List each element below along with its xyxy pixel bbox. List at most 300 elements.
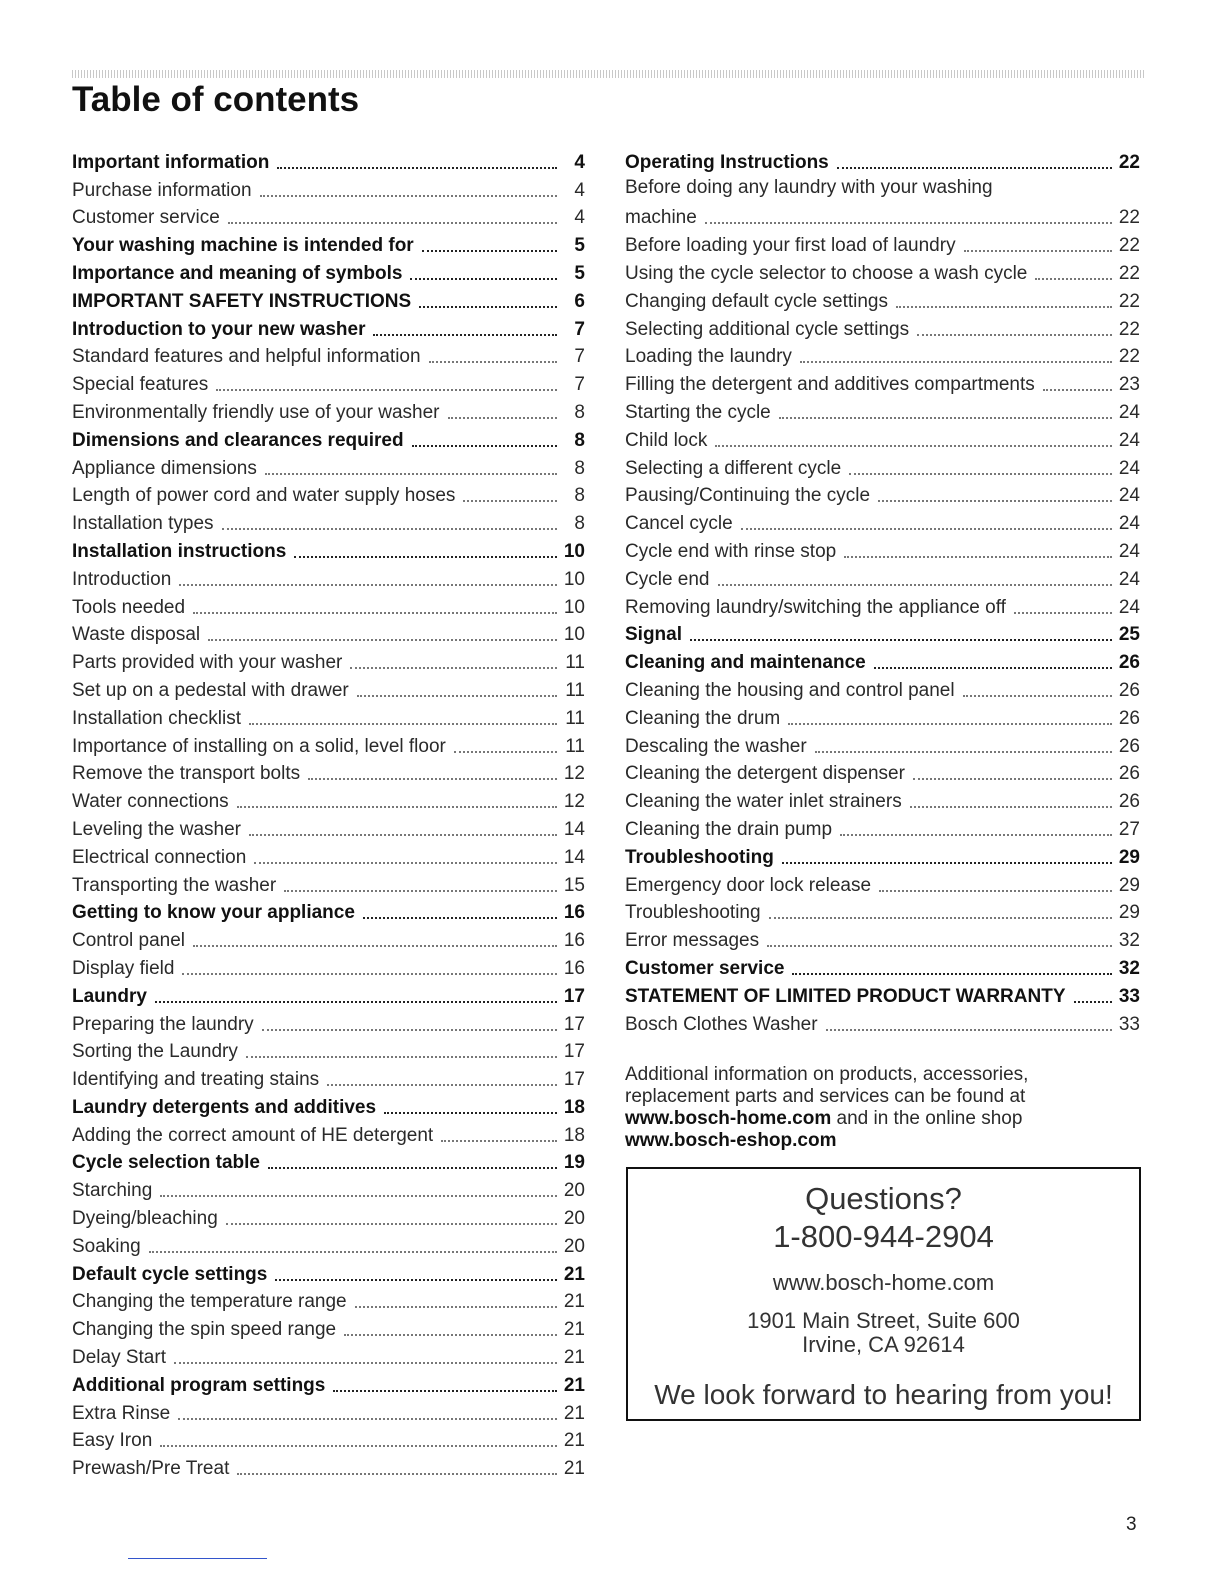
toc-entry-page: 10 — [563, 568, 585, 590]
dot-leader — [690, 639, 1112, 641]
toc-entry-page: 4 — [574, 151, 585, 173]
additional-info — [625, 1064, 1140, 1152]
toc-entry-page: 21 — [563, 1319, 585, 1341]
toc-entry-label: Cleaning the drain pump — [625, 818, 833, 840]
dot-leader — [792, 973, 1112, 975]
toc-entry-label: Electrical connection — [72, 846, 247, 868]
toc-entry-label: Cleaning the housing and control panel — [625, 679, 955, 701]
contact-box — [626, 1167, 1141, 1421]
dot-leader — [1014, 612, 1112, 614]
toc-entry-label: Length of power cord and water supply hoses — [72, 485, 456, 507]
toc-entry-page: 7 — [574, 374, 585, 396]
dot-leader — [410, 278, 557, 280]
toc-entry[interactable] — [72, 619, 585, 647]
dot-leader — [249, 834, 557, 836]
toc-entry-label: Changing the temperature range — [72, 1291, 347, 1313]
bosch-home-link[interactable]: www.bosch-home.com — [625, 1108, 832, 1129]
toc-entry-page: 10 — [563, 624, 585, 646]
dot-leader — [208, 639, 557, 641]
toc-entry[interactable] — [72, 869, 585, 897]
toc-entry-label: Purchase information — [72, 179, 252, 201]
toc-entry[interactable] — [72, 1202, 585, 1230]
toc-entry[interactable] — [625, 563, 1140, 591]
toc-entry-page: 15 — [563, 874, 585, 896]
toc-entry-page: 19 — [563, 1152, 585, 1174]
toc-entry[interactable] — [72, 1341, 585, 1369]
toc-entry-page: 27 — [1118, 818, 1140, 840]
toc-entry-page: 11 — [565, 679, 585, 701]
toc-entry-page: 11 — [565, 652, 585, 674]
toc-entry-page: 5 — [574, 235, 585, 257]
toc-entry[interactable] — [72, 1063, 585, 1091]
dot-leader — [741, 528, 1112, 530]
toc-entry[interactable] — [72, 1230, 585, 1258]
toc-entry-page: 14 — [563, 846, 585, 868]
toc-entry-page: 8 — [574, 457, 585, 479]
toc-entry-page: 26 — [1118, 735, 1140, 757]
dot-leader — [277, 167, 557, 169]
toc-entry-label: Introduction to your new washer — [72, 318, 366, 340]
toc-entry[interactable] — [72, 452, 585, 480]
toc-entry-page: 21 — [563, 1347, 585, 1369]
toc-section-entry[interactable] — [625, 841, 1140, 869]
toc-entry-label: Selecting additional cycle settings — [625, 318, 910, 340]
toc-entry-page: 16 — [563, 902, 585, 924]
toc-section-entry[interactable] — [72, 897, 585, 925]
toc-entry-label: Importance and meaning of symbols — [72, 262, 403, 284]
toc-section-entry[interactable] — [625, 980, 1140, 1008]
toc-entry-label: Troubleshooting — [625, 846, 774, 868]
toc-entry-label: Remove the transport bolts — [72, 763, 301, 785]
toc-entry-label: Error messages — [625, 930, 760, 952]
toc-entry-page: 24 — [1118, 401, 1140, 423]
toc-entry[interactable] — [72, 813, 585, 841]
dot-leader — [779, 417, 1112, 419]
toc-entry-label: Delay Start — [72, 1347, 166, 1369]
toc-entry[interactable] — [625, 591, 1140, 619]
toc-entry[interactable] — [72, 785, 585, 813]
toc-entry-page: 33 — [1118, 1013, 1140, 1035]
toc-entry-label: Cleaning the detergent dispenser — [625, 763, 905, 785]
toc-entry-label: Getting to know your appliance — [72, 902, 355, 924]
toc-entry-label: Control panel — [72, 930, 186, 952]
dot-leader — [182, 973, 557, 975]
toc-section-entry[interactable] — [72, 146, 585, 174]
dot-leader — [178, 1418, 557, 1420]
toc-entry-label: Signal — [625, 624, 683, 646]
toc-entry-page: 22 — [1118, 151, 1140, 173]
contact-address-line2: Irvine, CA 92614 — [802, 1332, 965, 1357]
toc-entry-label: Preparing the laundry — [72, 1013, 254, 1035]
toc-section-entry[interactable] — [72, 257, 585, 285]
toc-entry-page: 24 — [1118, 513, 1140, 535]
dot-leader — [715, 445, 1112, 447]
dot-leader — [964, 250, 1112, 252]
toc-entry-page: 33 — [1118, 985, 1140, 1007]
toc-entry-label: Identifying and treating stains — [72, 1069, 320, 1091]
toc-entry-label: Loading the laundry — [625, 346, 792, 368]
toc-entry[interactable] — [625, 424, 1140, 452]
toc-entry[interactable] — [72, 507, 585, 535]
toc-section-entry[interactable] — [72, 229, 585, 257]
toc-entry-label: machine — [625, 207, 697, 229]
additional-info-line: replacement parts and services can be found at — [625, 1086, 1026, 1107]
toc-entry[interactable] — [72, 1452, 585, 1480]
dot-leader — [963, 695, 1112, 697]
dot-leader — [767, 945, 1112, 947]
toc-entry[interactable] — [72, 952, 585, 980]
toc-entry-page: 8 — [574, 513, 585, 535]
toc-entry[interactable] — [625, 674, 1140, 702]
page-title: Table of contents — [72, 80, 360, 119]
toc-entry-label: Appliance dimensions — [72, 457, 257, 479]
dot-leader — [782, 862, 1112, 864]
toc-entry[interactable] — [72, 1174, 585, 1202]
dot-leader — [237, 806, 557, 808]
toc-section-entry[interactable] — [72, 980, 585, 1008]
dot-leader — [718, 584, 1113, 586]
toc-section-entry[interactable] — [72, 1258, 585, 1286]
dot-leader — [149, 1251, 557, 1253]
toc-entry[interactable] — [625, 730, 1140, 758]
toc-entry-page: 20 — [563, 1180, 585, 1202]
toc-entry-page: 22 — [1118, 207, 1140, 229]
toc-section-entry[interactable] — [72, 1091, 585, 1119]
toc-section-entry[interactable] — [625, 146, 1140, 174]
toc-entry-label: Using the cycle selector to choose a wash cycle — [625, 262, 1028, 284]
dot-leader — [878, 500, 1112, 502]
dot-leader — [275, 1279, 557, 1281]
dot-leader — [448, 417, 557, 419]
toc-entry[interactable] — [625, 202, 1140, 230]
toc-entry-label: Cleaning the drum — [625, 707, 781, 729]
dot-leader — [193, 612, 557, 614]
toc-entry-label: Removing laundry/switching the appliance off — [625, 596, 1006, 618]
toc-entry-page: 22 — [1118, 290, 1140, 312]
toc-entry-page: 26 — [1118, 763, 1140, 785]
toc-section-entry[interactable] — [72, 313, 585, 341]
toc-entry-label: Starching — [72, 1180, 153, 1202]
toc-entry-page: 26 — [1118, 652, 1140, 674]
toc-entry[interactable] — [625, 758, 1140, 786]
toc-section-entry[interactable] — [625, 619, 1140, 647]
toc-entry-page: 22 — [1118, 346, 1140, 368]
dot-leader — [910, 806, 1112, 808]
toc-entry[interactable] — [72, 480, 585, 508]
dot-leader — [384, 1112, 557, 1114]
toc-entry[interactable] — [625, 313, 1140, 341]
toc-entry-label: Cleaning and maintenance — [625, 652, 866, 674]
dot-leader — [837, 167, 1112, 169]
dot-leader — [363, 917, 557, 919]
dot-leader — [355, 1306, 557, 1308]
toc-entry-label: Prewash/Pre Treat — [72, 1458, 230, 1480]
toc-entry[interactable] — [625, 480, 1140, 508]
toc-entry[interactable] — [625, 396, 1140, 424]
dot-leader — [788, 723, 1112, 725]
contact-question: Questions? — [805, 1181, 962, 1216]
page-number: 3 — [1126, 1514, 1137, 1535]
dot-leader — [193, 945, 557, 947]
toc-entry-label: Installation instructions — [72, 540, 287, 562]
toc-entry-page: 8 — [574, 429, 585, 451]
toc-entry[interactable] — [72, 758, 585, 786]
toc-entry[interactable] — [625, 341, 1140, 369]
toc-entry-label: Cancel cycle — [625, 513, 733, 535]
toc-entry[interactable] — [72, 591, 585, 619]
toc-section-entry[interactable] — [72, 1147, 585, 1175]
toc-entry-label: Water connections — [72, 791, 229, 813]
toc-entry-page: 14 — [563, 818, 585, 840]
toc-entry-page: 24 — [1118, 485, 1140, 507]
toc-entry-label: Special features — [72, 374, 209, 396]
toc-entry-page: 21 — [563, 1458, 585, 1480]
toc-entry-label: Troubleshooting — [625, 902, 761, 924]
toc-entry[interactable] — [625, 924, 1140, 952]
dot-leader — [294, 556, 557, 558]
toc-entry-page: 12 — [563, 791, 585, 813]
toc-entry-page: 24 — [1118, 457, 1140, 479]
dot-leader — [268, 1167, 557, 1169]
toc-entry-label: Easy Iron — [72, 1430, 153, 1452]
dot-leader — [216, 389, 557, 391]
contact-website: www.bosch-home.com — [772, 1270, 995, 1295]
toc-entry[interactable] — [72, 563, 585, 591]
toc-entry-label: Installation checklist — [72, 707, 241, 729]
toc-entry[interactable] — [625, 285, 1140, 313]
toc-entry-page: 18 — [563, 1124, 585, 1146]
toc-section-entry[interactable] — [72, 1369, 585, 1397]
toc-entry-page: 4 — [574, 207, 585, 229]
toc-entry-page: 24 — [1118, 596, 1140, 618]
toc-entry-page: 16 — [563, 957, 585, 979]
toc-entry-page: 17 — [563, 1041, 585, 1063]
dot-leader — [815, 751, 1112, 753]
contact-closing: We look forward to hearing from you! — [654, 1379, 1113, 1410]
toc-section-entry[interactable] — [625, 952, 1140, 980]
toc-entry-page: 17 — [563, 985, 585, 1007]
header-rule — [72, 70, 1144, 78]
dot-leader — [412, 445, 557, 447]
dot-leader — [333, 1390, 557, 1392]
dot-leader — [463, 500, 557, 502]
toc-entry-page: 24 — [1118, 568, 1140, 590]
dot-leader — [327, 1084, 557, 1086]
toc-entry[interactable] — [72, 174, 585, 202]
toc-entry-page: 21 — [563, 1263, 585, 1285]
toc-entry-page: 22 — [1118, 235, 1140, 257]
toc-entry-page: 11 — [565, 707, 585, 729]
toc-entry-page: 29 — [1118, 874, 1140, 896]
toc-entry-label: IMPORTANT SAFETY INSTRUCTIONS — [72, 290, 412, 312]
toc-entry[interactable] — [625, 785, 1140, 813]
dot-leader — [308, 778, 557, 780]
toc-entry-label: Tools needed — [72, 596, 186, 618]
dot-leader — [840, 834, 1112, 836]
dot-leader — [246, 1056, 557, 1058]
toc-entry[interactable] — [625, 452, 1140, 480]
toc-entry-page: 7 — [574, 346, 585, 368]
toc-entry-page: 29 — [1118, 846, 1140, 868]
toc-entry[interactable] — [72, 1286, 585, 1314]
dot-leader — [284, 890, 557, 892]
toc-entry[interactable] — [72, 702, 585, 730]
toc-entry[interactable] — [72, 1397, 585, 1425]
dot-leader — [350, 667, 557, 669]
toc-entry-page: 32 — [1118, 957, 1140, 979]
toc-entry-label: Child lock — [625, 429, 708, 451]
toc-entry[interactable] — [625, 507, 1140, 535]
dot-leader — [429, 361, 557, 363]
toc-entry[interactable] — [72, 674, 585, 702]
toc-entry-page: 5 — [574, 262, 585, 284]
dot-leader — [1035, 278, 1112, 280]
toc-entry[interactable] — [72, 841, 585, 869]
toc-entry-label: Dimensions and clearances required — [72, 429, 404, 451]
toc-entry-label: Filling the detergent and additives compartments — [625, 374, 1035, 396]
toc-entry-label: Importance of installing on a solid, level floor — [72, 735, 446, 757]
toc-entry-label: Changing the spin speed range — [72, 1319, 337, 1341]
toc-entry-label: Sorting the Laundry — [72, 1041, 238, 1063]
dot-leader — [874, 667, 1112, 669]
toc-entry-label: Your washing machine is intended for — [72, 235, 414, 257]
toc-entry-page: 26 — [1118, 679, 1140, 701]
toc-entry-page: 22 — [1118, 318, 1140, 340]
toc-entry-label: Display field — [72, 957, 175, 979]
toc-entry-page: 25 — [1118, 624, 1140, 646]
toc-entry-label: Cycle end — [625, 568, 710, 590]
toc-entry-label: Selecting a different cycle — [625, 457, 842, 479]
toc-entry-label: Environmentally friendly use of your washer — [72, 401, 440, 423]
toc-section-entry[interactable] — [72, 285, 585, 313]
contact-phone: 1-800-944-2904 — [773, 1219, 994, 1254]
toc-entry[interactable] — [625, 229, 1140, 257]
footer-link-underline — [128, 1558, 267, 1559]
toc-entry[interactable] — [72, 1425, 585, 1453]
toc-entry[interactable] — [72, 730, 585, 758]
dot-leader — [237, 1473, 557, 1475]
toc-entry-label: Transporting the washer — [72, 874, 277, 896]
toc-entry[interactable] — [625, 257, 1140, 285]
bosch-eshop-link[interactable]: www.bosch-eshop.com — [625, 1130, 837, 1151]
dot-leader — [879, 890, 1112, 892]
toc-entry[interactable] — [625, 368, 1140, 396]
toc-entry-label: Operating Instructions — [625, 151, 829, 173]
toc-entry-label: Cleaning the water inlet strainers — [625, 791, 902, 813]
toc-entry-page: 4 — [574, 179, 585, 201]
toc-entry-label: Customer service — [72, 207, 220, 229]
toc-entry[interactable] — [625, 1008, 1140, 1036]
toc-entry[interactable] — [72, 646, 585, 674]
toc-entry[interactable] — [72, 368, 585, 396]
toc-section-entry[interactable] — [625, 646, 1140, 674]
toc-entry[interactable] — [72, 396, 585, 424]
toc-entry-label: Laundry detergents and additives — [72, 1096, 377, 1118]
toc-entry-label: Cycle end with rinse stop — [625, 540, 837, 562]
toc-entry-label: STATEMENT OF LIMITED PRODUCT WARRANTY — [625, 985, 1066, 1007]
toc-entry-page: 8 — [574, 401, 585, 423]
dot-leader — [226, 1223, 557, 1225]
toc-entry-label: Customer service — [625, 957, 785, 979]
toc-entry[interactable] — [72, 1036, 585, 1064]
toc-entry-label[interactable]: Before doing any laundry with your washing — [625, 176, 993, 198]
dot-leader — [222, 528, 557, 530]
dot-leader — [1074, 1001, 1113, 1003]
toc-entry-page: 17 — [563, 1069, 585, 1091]
toc-entry[interactable] — [625, 535, 1140, 563]
toc-entry[interactable] — [625, 897, 1140, 925]
toc-entry-page: 18 — [563, 1096, 585, 1118]
toc-entry-page: 10 — [563, 596, 585, 618]
toc-entry-label: Starting the cycle — [625, 401, 771, 423]
dot-leader — [422, 250, 557, 252]
toc-entry-page: 22 — [1118, 262, 1140, 284]
dot-leader — [373, 334, 557, 336]
dot-leader — [357, 695, 557, 697]
contact-address-line1: 1901 Main Street, Suite 600 — [747, 1308, 1020, 1333]
toc-entry-label: Waste disposal — [72, 624, 201, 646]
toc-entry-label: Default cycle settings — [72, 1263, 268, 1285]
toc-entry-label: Dyeing/bleaching — [72, 1208, 218, 1230]
toc-entry[interactable] — [72, 1313, 585, 1341]
toc-entry-label: Parts provided with your washer — [72, 652, 343, 674]
toc-entry-label: Soaking — [72, 1235, 141, 1257]
dot-leader — [262, 1029, 557, 1031]
toc-entry[interactable] — [625, 702, 1140, 730]
toc-entry-page: 17 — [563, 1013, 585, 1035]
dot-leader — [249, 723, 557, 725]
toc-entry-label: Leveling the washer — [72, 818, 241, 840]
dot-leader — [826, 1029, 1112, 1031]
toc-entry-label: Laundry — [72, 985, 147, 1007]
toc-entry-page: 21 — [563, 1402, 585, 1424]
toc-entry-label: Pausing/Continuing the cycle — [625, 485, 871, 507]
dot-leader — [160, 1195, 557, 1197]
dot-leader — [179, 584, 557, 586]
dot-leader — [917, 334, 1112, 336]
dot-leader — [265, 473, 557, 475]
toc-entry-label: Extra Rinse — [72, 1402, 171, 1424]
toc-entry-label: Descaling the washer — [625, 735, 807, 757]
toc-left-column — [72, 146, 585, 1480]
toc-entry-page: 6 — [574, 290, 585, 312]
dot-leader — [769, 917, 1112, 919]
toc-entry-page: 16 — [563, 930, 585, 952]
toc-entry[interactable] — [72, 1008, 585, 1036]
dot-leader — [441, 1140, 557, 1142]
dot-leader — [155, 1001, 557, 1003]
dot-leader — [344, 1334, 557, 1336]
toc-entry-label: Set up on a pedestal with drawer — [72, 679, 349, 701]
toc-entry[interactable] — [72, 341, 585, 369]
toc-entry[interactable] — [625, 813, 1140, 841]
toc-entry[interactable] — [72, 1119, 585, 1147]
toc-entry[interactable] — [72, 202, 585, 230]
dot-leader — [160, 1445, 557, 1447]
toc-entry-page: 24 — [1118, 429, 1140, 451]
toc-entry-page: 23 — [1118, 374, 1140, 396]
toc-entry-page: 10 — [563, 540, 585, 562]
toc-section-entry[interactable] — [72, 535, 585, 563]
dot-leader — [419, 306, 557, 308]
toc-entry-label: Before loading your first load of laundry — [625, 235, 956, 257]
toc-entry[interactable] — [625, 869, 1140, 897]
dot-leader — [849, 473, 1112, 475]
dot-leader — [913, 778, 1112, 780]
toc-entry[interactable] — [72, 924, 585, 952]
toc-section-entry[interactable] — [72, 424, 585, 452]
dot-leader — [800, 361, 1112, 363]
